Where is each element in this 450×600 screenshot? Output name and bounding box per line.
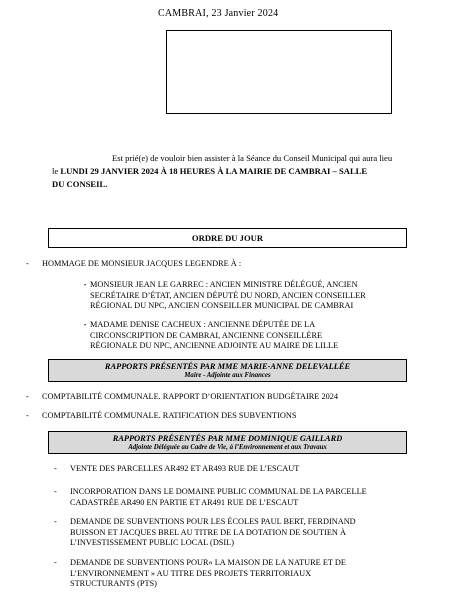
dash-marker: - (26, 411, 29, 420)
agenda-item-line: INCORPORATION DANS LE DOMAINE PUBLIC COMMUNAL DE LA PARCELLE (70, 487, 367, 496)
dash-marker: - (26, 392, 29, 401)
dash-marker: - (26, 259, 29, 268)
section-header-finances (48, 359, 407, 382)
section-subtitle: Maire - Adjointe aux Finances (184, 372, 271, 379)
bullet-marker: • (84, 283, 87, 289)
agenda-item-line: DEMANDE DE SUBVENTIONS POUR« LA MAISON DE LA NATURE ET DE (70, 558, 346, 567)
agenda-item-text: HOMMAGE DE MONSIEUR JACQUES LEGENDRE À : (42, 259, 242, 268)
document-date: CAMBRAI, 23 Janvier 2024 (158, 8, 279, 19)
agenda-item-line: STRUCTURANTS (PTS) (70, 579, 157, 588)
sub-item-line: MADAME DENISE CACHEUX : ANCIENNE DÉPUTÉE DE LA (90, 320, 316, 329)
sub-item-line: RÉGIONAL DU NPC, ANCIEN CONSEILLER MUNICIPAL DE CAMBRAI (90, 301, 354, 310)
bullet-marker: • (84, 323, 87, 329)
invitation-line-3: DU CONSEIL. (52, 179, 108, 189)
section-subtitle: Adjointe Déléguée au Cadre de Vie, à l’Environnement et aux Travaux (128, 444, 327, 451)
dash-marker: - (54, 487, 57, 496)
section-title: RAPPORTS PRÉSENTÉS PAR MME DOMINIQUE GAILLARD (112, 434, 343, 443)
invitation-meeting-datetime: LUNDI 29 JANVIER 2024 À 18 HEURES À LA MAIRIE DE CAMBRAI – SALLE (60, 166, 368, 176)
agenda-item-text: COMPTABILITÉ COMMUNALE. RATIFICATION DES SUBVENTIONS (42, 411, 297, 420)
dash-marker: - (54, 517, 57, 526)
agenda-item-dsil (54, 517, 424, 549)
invitation-line-2 (52, 165, 414, 178)
agenda-item-line: BUISSON ET JACQUES BREL AU TITRE DE LA DOTATION DE SOUTIEN À (70, 527, 346, 537)
invitation-text (52, 152, 414, 191)
agenda-item-line: DEMANDE DE SUBVENTIONS POUR LES ÉCOLES PAUL BERT, FERDINAND (70, 517, 356, 526)
dash-marker: - (54, 558, 57, 567)
sub-item-line: MONSIEUR JEAN LE GARREC : ANCIEN MINISTRE DÉLÉGUÉ, ANCIEN (90, 280, 358, 289)
agenda-item-pts (54, 558, 424, 590)
sub-item-line: CIRCONSCRIPTION DE CAMBRAI, ANCIENNE CONSEILLÈRE (90, 330, 323, 340)
dash-marker: - (54, 464, 57, 473)
agenda-item-text: VENTE DES PARCELLES AR492 ET AR493 RUE DE L’ESCAUT (70, 464, 300, 473)
agenda-item-incorporation (54, 487, 424, 508)
agenda-item-text: COMPTABILITÉ COMMUNALE. RAPPORT D’ORIENTATION BUDGÉTAIRE 2024 (42, 392, 339, 401)
hommage-sub-item-1 (84, 280, 424, 312)
address-box (166, 30, 392, 114)
agenda-item-line: CADASTRÉE AR490 EN PARTIE ET AR491 RUE DE L’ESCAUT (70, 497, 299, 507)
invitation-line-1: Est prié(e) de vouloir bien assister à la Séance du Conseil Municipal qui aura lieu (112, 153, 393, 163)
section-title: RAPPORTS PRÉSENTÉS PAR MME MARIE-ANNE DELEVALLÉE (104, 362, 351, 371)
hommage-sub-item-2 (84, 320, 424, 352)
sub-item-line: SECRÉTAIRE D’ÉTAT, ANCIEN DÉPUTÉ DU NORD, ANCIEN CONSEILLER (90, 290, 366, 300)
section-header-cadre-de-vie (48, 431, 407, 454)
agenda-item-line: L’INVESTISSEMENT PUBLIC LOCAL (DSIL) (70, 538, 235, 547)
sub-item-line: RÉGIONALE DU NPC, ANCIENNE ADJOINTE AU MAIRE DE LILLE (90, 341, 339, 350)
agenda-item-line: L’ENVIRONNEMENT » AU TITRE DES PROJETS TERRITORIAUX (70, 568, 312, 578)
invitation-line-2-prefix: le (52, 166, 61, 176)
agenda-title: ORDRE DU JOUR (48, 228, 407, 248)
